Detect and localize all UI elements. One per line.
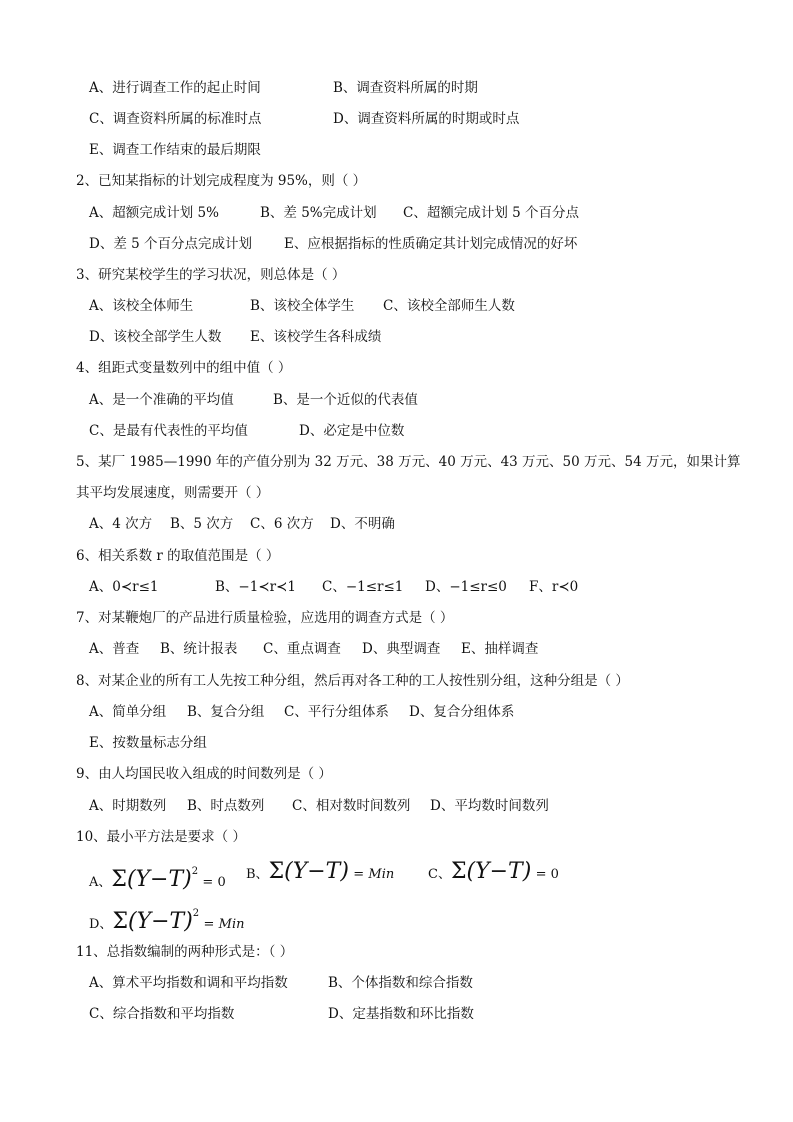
equals-zero: = 0 — [202, 875, 226, 890]
q1-option-c: C、调查资料所属的标准时点 — [89, 111, 262, 127]
q1-option-d: D、调查资料所属的时期或时点 — [333, 111, 520, 127]
equals-sign: = — [203, 917, 215, 932]
q2-option-c: C、超额完成计划 5 个百分点 — [403, 205, 580, 221]
formula-expression: (Y−T) — [466, 859, 532, 884]
q10-option-c — [428, 858, 559, 889]
q7-option-a: A、普查 — [89, 641, 140, 657]
q8-option-a: A、简单分组 — [89, 704, 167, 720]
q1-option-b: B、调查资料所属的时期 — [333, 80, 478, 96]
q11-option-a: A、算术平均指数和调和平均指数 — [89, 975, 288, 991]
q10-stem: 10、最小平方法是要求（ ） — [76, 829, 246, 845]
q9-option-c: C、相对数时间数列 — [292, 798, 411, 814]
q7-option-c: C、重点调查 — [263, 641, 341, 657]
q5-option-b: B、5 次方 — [170, 516, 234, 532]
q9-option-d: D、平均数时间数列 — [430, 798, 549, 814]
q9-stem: 9、由人均国民收入组成的时间数列是（ ） — [76, 766, 332, 782]
q9-option-a: A、时期数列 — [89, 798, 167, 814]
q7-option-d: D、典型调查 — [362, 641, 441, 657]
q7-stem: 7、对某鞭炮厂的产品进行质量检验，应选用的调查方式是（ ） — [76, 610, 454, 626]
q6-option-d: D、−1≤r≤0 — [425, 579, 507, 595]
q8-option-e: E、按数量标志分组 — [89, 735, 207, 751]
min-text: Min — [218, 917, 245, 932]
q3-option-e: E、该校学生各科成绩 — [250, 329, 382, 345]
q4-stem: 4、组距式变量数列中的组中值（ ） — [76, 360, 292, 376]
q8-option-c: C、平行分组体系 — [284, 704, 389, 720]
q6-option-c: C、−1≤r≤1 — [322, 579, 404, 595]
square-exponent: 2 — [192, 908, 200, 919]
q4-option-b: B、是一个近似的代表值 — [273, 392, 418, 408]
q11-stem: 11、总指数编制的两种形式是：（ ） — [76, 944, 294, 960]
q10-option-d-label: D、 — [89, 917, 113, 932]
q6-option-a: A、0≺r≤1 — [89, 579, 159, 595]
formula-expression: (Y−T) — [284, 859, 349, 884]
q7-option-e: E、抽样调查 — [461, 641, 539, 657]
q8-option-b: B、复合分组 — [187, 704, 265, 720]
sigma-symbol: Σ — [268, 859, 285, 884]
q4-option-c: C、是最有代表性的平均值 — [89, 423, 248, 439]
q10-option-b-label: B、 — [246, 867, 269, 882]
q5-option-a: A、4 次方 — [89, 516, 153, 532]
q11-option-b: B、个体指数和综合指数 — [328, 975, 473, 991]
q4-option-d: D、必定是中位数 — [299, 423, 405, 439]
q11-option-d: D、定基指数和环比指数 — [328, 1006, 474, 1022]
sigma-symbol: Σ — [111, 867, 127, 892]
q6-option-f: F、r≺0 — [529, 579, 579, 595]
q6-stem: 6、相关系数 r 的取值范围是（ ） — [76, 548, 280, 564]
square-exponent: 2 — [191, 866, 199, 877]
sigma-symbol: Σ — [450, 859, 467, 884]
min-text: Min — [368, 867, 395, 882]
equals-sign: = — [353, 867, 365, 882]
q5-option-d: D、不明确 — [330, 516, 395, 532]
q10-option-a — [89, 858, 226, 897]
q5-stem-line2: 其平均发展速度，则需要开（ ） — [76, 485, 270, 501]
q3-option-a: A、该校全体师生 — [89, 298, 194, 314]
q9-option-b: B、时点数列 — [187, 798, 265, 814]
q2-option-b: B、差 5%完成计划 — [260, 205, 377, 221]
q11-option-c: C、综合指数和平均指数 — [89, 1006, 235, 1022]
equals-zero: = 0 — [535, 867, 559, 882]
q4-option-a: A、是一个准确的平均值 — [89, 392, 234, 408]
q10-option-a-label: A、 — [89, 875, 112, 890]
q2-option-e: E、应根据指标的性质确定其计划完成情况的好坏 — [284, 236, 578, 252]
q3-stem: 3、研究某校学生的学习状况，则总体是（ ） — [76, 267, 346, 283]
q10-option-b — [246, 858, 394, 889]
q8-stem: 8、对某企业的所有工人先按工种分组，然后再对各工种的工人按性别分组，这种分组是（ ） — [76, 673, 629, 689]
q7-option-b: B、统计报表 — [160, 641, 238, 657]
q10-option-d — [89, 900, 245, 939]
q3-option-c: C、该校全部师生人数 — [383, 298, 515, 314]
q2-stem: 2、已知某指标的计划完成程度为 95%，则（ ） — [76, 173, 367, 189]
q3-option-d: D、该校全部学生人数 — [89, 329, 222, 345]
q2-option-a: A、超额完成计划 5% — [89, 205, 219, 221]
q5-option-c: C、6 次方 — [250, 516, 314, 532]
formula-expression: (Y−T) — [126, 867, 192, 892]
q2-option-d: D、差 5 个百分点完成计划 — [89, 236, 252, 252]
q1-option-a: A、进行调查工作的起止时间 — [89, 80, 261, 96]
q3-option-b: B、该校全体学生 — [250, 298, 355, 314]
formula-expression: (Y−T) — [128, 909, 193, 934]
q1-option-e: E、调查工作结束的最后期限 — [89, 142, 261, 158]
q10-option-c-label: C、 — [428, 867, 451, 882]
q8-option-d: D、复合分组体系 — [409, 704, 515, 720]
sigma-symbol: Σ — [112, 909, 128, 934]
q5-stem-line1: 5、某厂 1985—1990 年的产值分别为 32 万元、38 万元、40 万元、43 万元、50 万元、54 万元，如果计算 — [76, 454, 741, 470]
q6-option-b: B、−1≺r≺1 — [215, 579, 296, 595]
